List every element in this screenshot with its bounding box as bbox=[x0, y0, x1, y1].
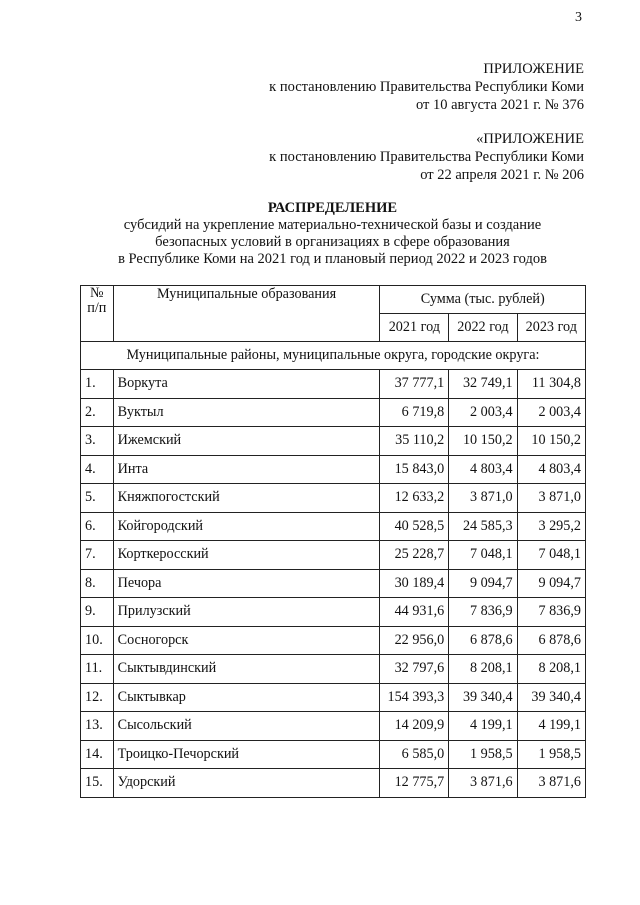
appendix-resolution: к постановлению Правительства Республики Коми bbox=[269, 79, 584, 95]
row-value-2022: 8 208,1 bbox=[449, 655, 517, 684]
row-value-2022: 7 048,1 bbox=[449, 541, 517, 570]
table-group-row bbox=[81, 342, 586, 370]
table-row bbox=[81, 740, 586, 769]
appendix-header-current bbox=[269, 60, 584, 114]
row-number: 10. bbox=[81, 626, 114, 655]
row-number: 8. bbox=[81, 569, 114, 598]
row-value-2023: 4 199,1 bbox=[517, 712, 585, 741]
row-value-2023: 3 871,6 bbox=[517, 769, 585, 798]
row-value-2023: 7 836,9 bbox=[517, 598, 585, 627]
distribution-table bbox=[80, 285, 586, 798]
table-row bbox=[81, 655, 586, 684]
document-title bbox=[80, 200, 585, 268]
table-row bbox=[81, 398, 586, 427]
row-value-2023: 6 878,6 bbox=[517, 626, 585, 655]
row-number: 11. bbox=[81, 655, 114, 684]
row-number: 14. bbox=[81, 740, 114, 769]
title-line: субсидий на укрепление материально-технической базы и создание bbox=[123, 217, 542, 233]
row-value-2021: 154 393,3 bbox=[380, 683, 449, 712]
header-year-2021: 2021 год bbox=[380, 314, 449, 342]
table-row bbox=[81, 512, 586, 541]
row-municipality: Воркута bbox=[113, 370, 380, 399]
row-number: 3. bbox=[81, 427, 114, 456]
row-number: 7. bbox=[81, 541, 114, 570]
row-municipality: Вуктыл bbox=[113, 398, 380, 427]
row-number: 13. bbox=[81, 712, 114, 741]
row-number: 9. bbox=[81, 598, 114, 627]
table-header-row bbox=[81, 286, 586, 314]
table-row bbox=[81, 455, 586, 484]
row-municipality: Ижемский bbox=[113, 427, 380, 456]
row-value-2021: 35 110,2 bbox=[380, 427, 449, 456]
row-value-2021: 25 228,7 bbox=[380, 541, 449, 570]
page-number: 3 bbox=[575, 10, 582, 25]
row-municipality: Сыктывкар bbox=[113, 683, 380, 712]
header-number: № п/п bbox=[81, 286, 114, 342]
table-row bbox=[81, 427, 586, 456]
row-value-2023: 3 871,0 bbox=[517, 484, 585, 513]
row-value-2021: 22 956,0 bbox=[380, 626, 449, 655]
row-value-2021: 12 775,7 bbox=[380, 769, 449, 798]
row-value-2021: 15 843,0 bbox=[380, 455, 449, 484]
table-row bbox=[81, 569, 586, 598]
row-value-2023: 9 094,7 bbox=[517, 569, 585, 598]
row-municipality: Койгородский bbox=[113, 512, 380, 541]
appendix-title: ПРИЛОЖЕНИЕ bbox=[483, 61, 584, 77]
row-value-2022: 1 958,5 bbox=[449, 740, 517, 769]
row-number: 1. bbox=[81, 370, 114, 399]
table-row bbox=[81, 484, 586, 513]
row-number: 2. bbox=[81, 398, 114, 427]
row-value-2023: 10 150,2 bbox=[517, 427, 585, 456]
row-value-2021: 37 777,1 bbox=[380, 370, 449, 399]
row-municipality: Княжпогостский bbox=[113, 484, 380, 513]
row-municipality: Удорский bbox=[113, 769, 380, 798]
row-value-2021: 30 189,4 bbox=[380, 569, 449, 598]
row-value-2023: 8 208,1 bbox=[517, 655, 585, 684]
appendix-title: «ПРИЛОЖЕНИЕ bbox=[476, 131, 584, 147]
row-value-2022: 39 340,4 bbox=[449, 683, 517, 712]
header-sum: Сумма (тыс. рублей) bbox=[380, 286, 586, 314]
row-number: 15. bbox=[81, 769, 114, 798]
row-value-2021: 12 633,2 bbox=[380, 484, 449, 513]
row-value-2022: 2 003,4 bbox=[449, 398, 517, 427]
row-number: 12. bbox=[81, 683, 114, 712]
row-value-2022: 24 585,3 bbox=[449, 512, 517, 541]
header-year-2023: 2023 год bbox=[517, 314, 585, 342]
table-row bbox=[81, 712, 586, 741]
row-municipality: Сосногорск bbox=[113, 626, 380, 655]
title-line: в Республике Коми на 2021 год и плановый период 2022 и 2023 годов bbox=[118, 251, 547, 267]
row-value-2021: 6 585,0 bbox=[380, 740, 449, 769]
row-value-2021: 40 528,5 bbox=[380, 512, 449, 541]
row-value-2023: 4 803,4 bbox=[517, 455, 585, 484]
row-municipality: Инта bbox=[113, 455, 380, 484]
row-number: 5. bbox=[81, 484, 114, 513]
row-value-2023: 39 340,4 bbox=[517, 683, 585, 712]
title-heading: РАСПРЕДЕЛЕНИЕ bbox=[267, 200, 398, 216]
row-value-2022: 9 094,7 bbox=[449, 569, 517, 598]
row-number: 4. bbox=[81, 455, 114, 484]
group-label: Муниципальные районы, муниципальные округа, городские округа: bbox=[81, 342, 586, 370]
row-value-2021: 44 931,6 bbox=[380, 598, 449, 627]
row-municipality: Сыктывдинский bbox=[113, 655, 380, 684]
appendix-resolution: к постановлению Правительства Республики Коми bbox=[269, 149, 584, 165]
row-value-2023: 2 003,4 bbox=[517, 398, 585, 427]
row-value-2022: 3 871,0 bbox=[449, 484, 517, 513]
row-municipality: Прилузский bbox=[113, 598, 380, 627]
row-number: 6. bbox=[81, 512, 114, 541]
table-row bbox=[81, 541, 586, 570]
row-value-2022: 4 803,4 bbox=[449, 455, 517, 484]
row-value-2021: 32 797,6 bbox=[380, 655, 449, 684]
row-value-2022: 6 878,6 bbox=[449, 626, 517, 655]
table-row bbox=[81, 370, 586, 399]
header-year-2022: 2022 год bbox=[449, 314, 517, 342]
title-line: безопасных условий в организациях в сфере образования bbox=[155, 234, 510, 250]
table-row bbox=[81, 626, 586, 655]
appendix-date: от 10 августа 2021 г. № 376 bbox=[415, 97, 584, 113]
row-value-2023: 1 958,5 bbox=[517, 740, 585, 769]
header-municipality: Муниципальные образования bbox=[113, 286, 380, 342]
row-value-2021: 6 719,8 bbox=[380, 398, 449, 427]
row-value-2022: 7 836,9 bbox=[449, 598, 517, 627]
row-municipality: Сысольский bbox=[113, 712, 380, 741]
row-municipality: Корткеросский bbox=[113, 541, 380, 570]
table-row bbox=[81, 683, 586, 712]
appendix-date: от 22 апреля 2021 г. № 206 bbox=[420, 167, 584, 183]
row-value-2022: 32 749,1 bbox=[449, 370, 517, 399]
row-value-2023: 7 048,1 bbox=[517, 541, 585, 570]
row-municipality: Троицко-Печорский bbox=[113, 740, 380, 769]
row-value-2023: 3 295,2 bbox=[517, 512, 585, 541]
row-municipality: Печора bbox=[113, 569, 380, 598]
row-value-2021: 14 209,9 bbox=[380, 712, 449, 741]
appendix-header-previous bbox=[269, 130, 584, 184]
row-value-2022: 10 150,2 bbox=[449, 427, 517, 456]
row-value-2022: 3 871,6 bbox=[449, 769, 517, 798]
row-value-2022: 4 199,1 bbox=[449, 712, 517, 741]
table-row bbox=[81, 598, 586, 627]
table-row bbox=[81, 769, 586, 798]
row-value-2023: 11 304,8 bbox=[517, 370, 585, 399]
